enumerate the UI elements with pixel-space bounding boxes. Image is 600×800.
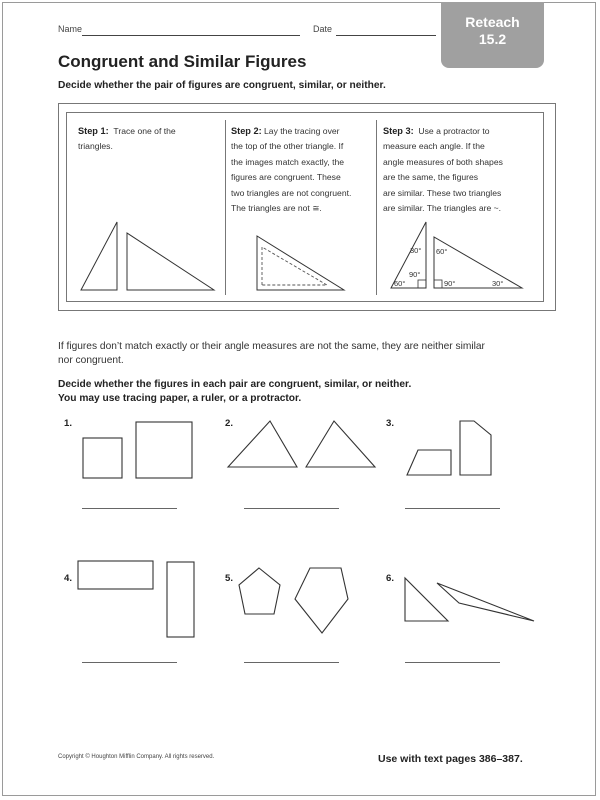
angle-label-b30: 30°: [492, 279, 504, 288]
p1-large-square: [136, 422, 192, 478]
p5-small-pentagon: [239, 568, 280, 614]
p3-small-trapezoid: [407, 450, 451, 475]
problem-6-number: 6.: [386, 573, 395, 584]
directions-line-2: You may use tracing paper, a ruler, or a protractor.: [58, 393, 302, 404]
step-2-text-2: the top of the other triangle. If: [231, 141, 344, 152]
step-3-label: Step 3:: [383, 126, 414, 136]
step-1-label: Step 1:: [78, 126, 109, 136]
problem-5-number: 5.: [225, 573, 234, 584]
page-title: Congruent and Similar Figures: [58, 52, 307, 71]
answer-line-5[interactable]: [244, 662, 339, 663]
step-2-text-3: the images match exactly, the: [231, 156, 345, 167]
step-2-label: Step 2:: [231, 126, 262, 136]
copyright: Copyright © Houghton Mifflin Company. All rights reserved.: [58, 754, 215, 760]
date-label: Date: [313, 24, 333, 34]
p4-horizontal-rectangle: [78, 561, 153, 589]
answer-line-3[interactable]: [405, 508, 500, 509]
answer-line-2[interactable]: [244, 508, 339, 509]
answer-line-4[interactable]: [82, 662, 177, 663]
step-2-text-1: Lay the tracing over: [264, 126, 340, 136]
step-3-text-2: measure each angle. If the: [383, 141, 485, 152]
problem-1-number: 1.: [64, 418, 73, 429]
p4-vertical-rectangle: [167, 562, 194, 637]
step-2-text-6: The triangles are not ≅.: [231, 203, 322, 214]
intro-instruction: Decide whether the pair of figures are congruent, similar, or neither.: [58, 80, 386, 91]
step-2-text-5: two triangles are not congruent.: [231, 187, 352, 198]
angle-label-a60: 60°: [394, 279, 406, 288]
step-3-text-1: Use a protractor to: [418, 126, 490, 136]
p2-triangle-left: [228, 421, 297, 467]
step-1-text-2: triangles.: [78, 141, 113, 152]
angle-label-b60: 60°: [436, 247, 448, 256]
answer-line-6[interactable]: [405, 662, 500, 663]
step-3-text-5: are similar. These two triangles: [383, 187, 502, 198]
problem-4-number: 4.: [64, 573, 73, 584]
tab-label: Reteach: [465, 14, 520, 30]
angle-label-b90: 90°: [444, 279, 456, 288]
tab-number: 15.2: [478, 31, 507, 47]
directions-line-1: Decide whether the figures in each pair are congruent, similar, or neither.: [58, 379, 412, 390]
problem-3-number: 3.: [386, 418, 395, 429]
step-3-text-4: are the same, the figures: [383, 172, 479, 183]
step-1-text-1: Trace one of the: [113, 126, 176, 136]
p1-small-square: [83, 438, 122, 478]
neither-line-2: nor congruent.: [58, 355, 124, 366]
p6-obtuse-triangle: [437, 583, 534, 621]
text-pages-reference: Use with text pages 386–387.: [378, 753, 523, 765]
angle-label-a30: 30°: [410, 246, 422, 255]
angle-label-a90: 90°: [409, 270, 421, 279]
name-label: Name: [58, 24, 83, 34]
p2-triangle-right: [306, 421, 375, 467]
p3-tall-quadrilateral: [460, 421, 491, 475]
step-3-text-3: angle measures of both shapes: [383, 156, 503, 167]
problem-2-number: 2.: [225, 418, 234, 429]
answer-line-1[interactable]: [82, 508, 177, 509]
p5-large-pentagon: [295, 568, 348, 633]
step-3-text-6: are similar. The triangles are ~.: [383, 203, 502, 214]
step-2-text-4: figures are congruent. These: [231, 172, 341, 183]
neither-line-1: If figures don’t match exactly or their angle measures are not the same, they are neither similar: [58, 341, 485, 352]
